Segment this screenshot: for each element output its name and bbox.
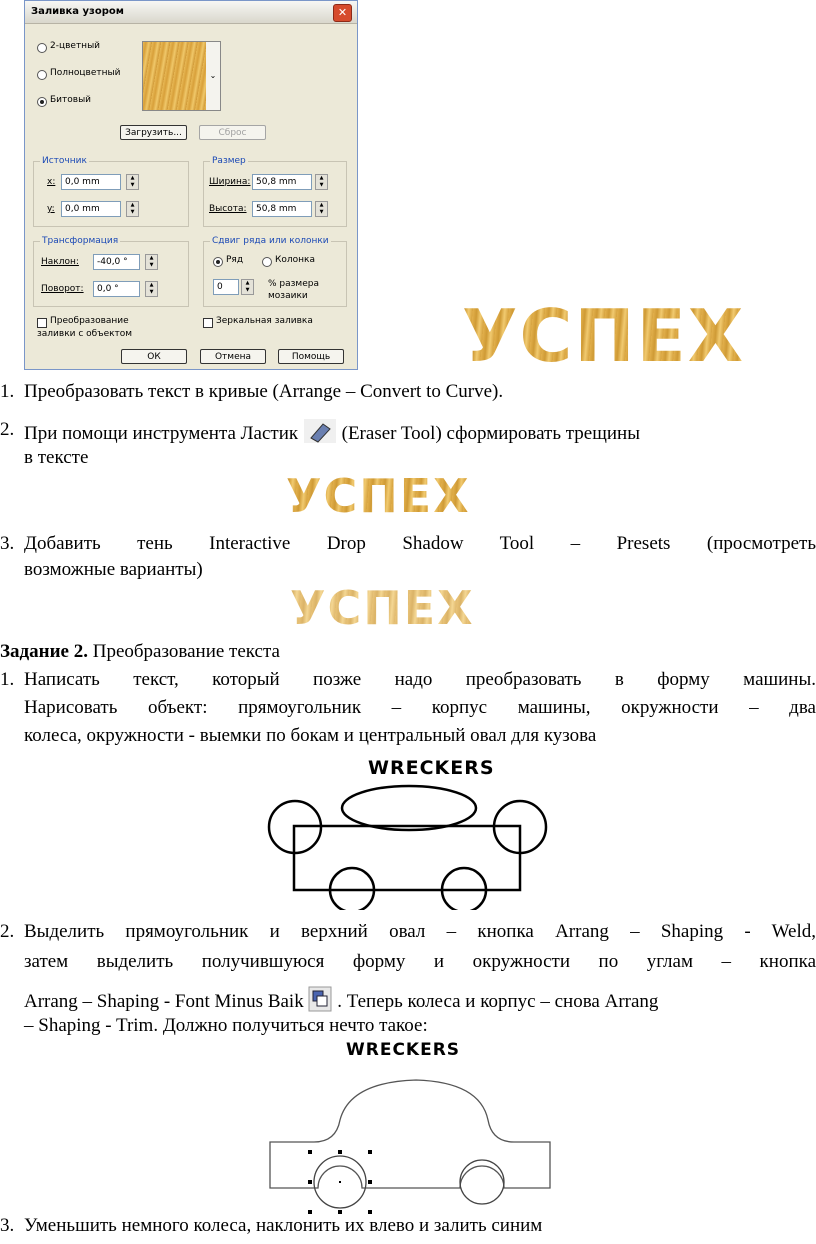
height-input[interactable]: 50,8 mm [252, 201, 312, 217]
step3-number: 3. [0, 533, 15, 554]
percent-label-1: % размера [268, 279, 319, 289]
radio-row-label: Ряд [226, 255, 244, 265]
percent-label-2: мозаики [268, 291, 308, 301]
car-shapes-diagram [266, 774, 556, 910]
mirror-fill-label: Зеркальная заливка [216, 316, 313, 326]
task2-p2-b: затем выделить получившуюся форму и окружности по углам – кнопка [24, 951, 816, 972]
radio-bitmap-label: Битовый [50, 95, 92, 105]
step3-text-b: возможные варианты) [24, 559, 203, 580]
radio-column-label: Колонка [275, 255, 315, 265]
task2-heading-rest: Преобразование текста [87, 641, 280, 662]
source-group-title: Источник [42, 156, 87, 166]
cancel-button[interactable]: Отмена [200, 349, 266, 364]
radio-row[interactable] [213, 257, 223, 267]
rotate-label: Поворот: [41, 284, 84, 294]
radio-full-color[interactable] [37, 70, 47, 80]
width-label: Ширина: [209, 177, 251, 187]
radio-column[interactable] [262, 257, 272, 267]
task2-p3-number: 3. [0, 1215, 15, 1236]
rotate-spinner[interactable]: ▲ ▼ [145, 281, 158, 297]
step2-number: 2. [0, 419, 15, 440]
selection-handles [308, 1150, 372, 1214]
task2-p1-number: 1. [0, 669, 15, 690]
task2-p1-c: колеса, окружности - выемки по бокам и центральный овал для кузова [24, 725, 597, 746]
car-silhouette [270, 1080, 550, 1188]
task2-heading [0, 641, 280, 662]
width-spinner[interactable]: ▲ ▼ [315, 174, 328, 190]
skew-input[interactable]: -40,0 ° [93, 254, 140, 270]
wreckers-label-2: WRECKERS [346, 1040, 461, 1060]
ok-button[interactable]: ОК [121, 349, 187, 364]
task2-p2-number: 2. [0, 921, 15, 942]
dialog-title: Заливка узором [31, 6, 124, 17]
wreckers-label-1: WRECKERS [368, 757, 495, 779]
task2-p2-a: Выделить прямоугольник и верхний овал – кнопка Arrang – Shaping - Weld, [24, 921, 816, 942]
logo-uspekh-large: УСПЕХ [462, 294, 746, 378]
task2-p2-c1: Arrang – Shaping - Font Minus Baik [24, 990, 304, 1012]
reset-button[interactable]: Сброс [199, 125, 266, 140]
skew-spinner[interactable]: ▲ ▼ [145, 254, 158, 270]
source-group [33, 156, 189, 227]
rotate-input[interactable]: 0,0 ° [93, 281, 140, 297]
task2-p1-a: Написать текст, который позже надо преобразовать в форму машины. [24, 669, 816, 690]
radio-two-color[interactable] [37, 43, 47, 53]
car-result-diagram [266, 1060, 556, 1220]
task2-heading-bold: Задание 2. [0, 641, 88, 662]
y-spinner[interactable]: ▲ ▼ [126, 201, 139, 217]
radio-full-color-label: Полноцветный [50, 68, 121, 78]
transform-fill-label-1: Преобразование [50, 316, 129, 326]
x-spinner[interactable]: ▲ ▼ [126, 174, 139, 190]
task2-p1-b: Нарисовать объект: прямоугольник – корпус машины, окружности – два [24, 697, 816, 718]
transform-fill-label-2: заливки с объектом [37, 329, 133, 339]
radio-bitmap[interactable] [37, 97, 47, 107]
step2-text-c: в тексте [24, 447, 89, 468]
car-body-rectangle [294, 826, 520, 890]
transform-group-title: Трансформация [42, 236, 119, 246]
size-group-title: Размер [212, 156, 246, 166]
step3-text-a: Добавить тень Interactive Drop Shadow Tool – Presets (просмотреть [24, 533, 816, 554]
dialog-titlebar [25, 1, 357, 24]
radio-two-color-label: 2-цветный [50, 41, 101, 51]
pattern-fill-dialog [24, 0, 358, 370]
logo-uspekh-cracked: УСПЕХ [286, 469, 471, 523]
transform-fill-checkbox[interactable] [37, 318, 47, 328]
transform-group [33, 236, 189, 307]
step1-number: 1. [0, 381, 15, 402]
logo-uspekh-shadow: УСПЕХ [290, 581, 475, 635]
top-oval [342, 786, 476, 830]
step2-text-a: При помощи инструмента Ластик [24, 422, 299, 444]
task2-p2-c2: . Теперь колеса и корпус – снова Arrang [337, 990, 659, 1012]
x-input[interactable]: 0,0 mm [61, 174, 121, 190]
offset-input[interactable]: 0 [213, 279, 239, 295]
offset-group-title: Сдвиг ряда или колонки [212, 236, 329, 246]
load-button[interactable]: Загрузить... [120, 125, 187, 140]
step1-text: Преобразовать текст в кривые (Arrange – Convert to Curve). [24, 381, 504, 402]
mirror-fill-checkbox[interactable] [203, 318, 213, 328]
task2-p2-d: – Shaping - Trim. Должно получиться нечто такое: [24, 1015, 428, 1036]
task2-p3-text: Уменьшить немного колеса, наклонить их влево и залить синим [24, 1215, 543, 1236]
close-icon[interactable]: ✕ [333, 4, 352, 22]
height-spinner[interactable]: ▲ ▼ [315, 201, 328, 217]
skew-label: Наклон: [41, 257, 79, 267]
offset-spinner[interactable]: ▲ ▼ [241, 279, 254, 295]
step2-text-b: (Eraser Tool) сформировать трещины [341, 422, 640, 444]
width-input[interactable]: 50,8 mm [252, 174, 312, 190]
x-label: x: [47, 177, 56, 187]
help-button[interactable]: Помощь [278, 349, 344, 364]
pattern-preview[interactable] [142, 41, 208, 111]
y-input[interactable]: 0,0 mm [61, 201, 121, 217]
size-group [203, 156, 347, 227]
height-label: Высота: [209, 204, 247, 214]
chevron-down-icon[interactable]: ⌄ [206, 41, 221, 111]
y-label: y: [47, 204, 55, 214]
